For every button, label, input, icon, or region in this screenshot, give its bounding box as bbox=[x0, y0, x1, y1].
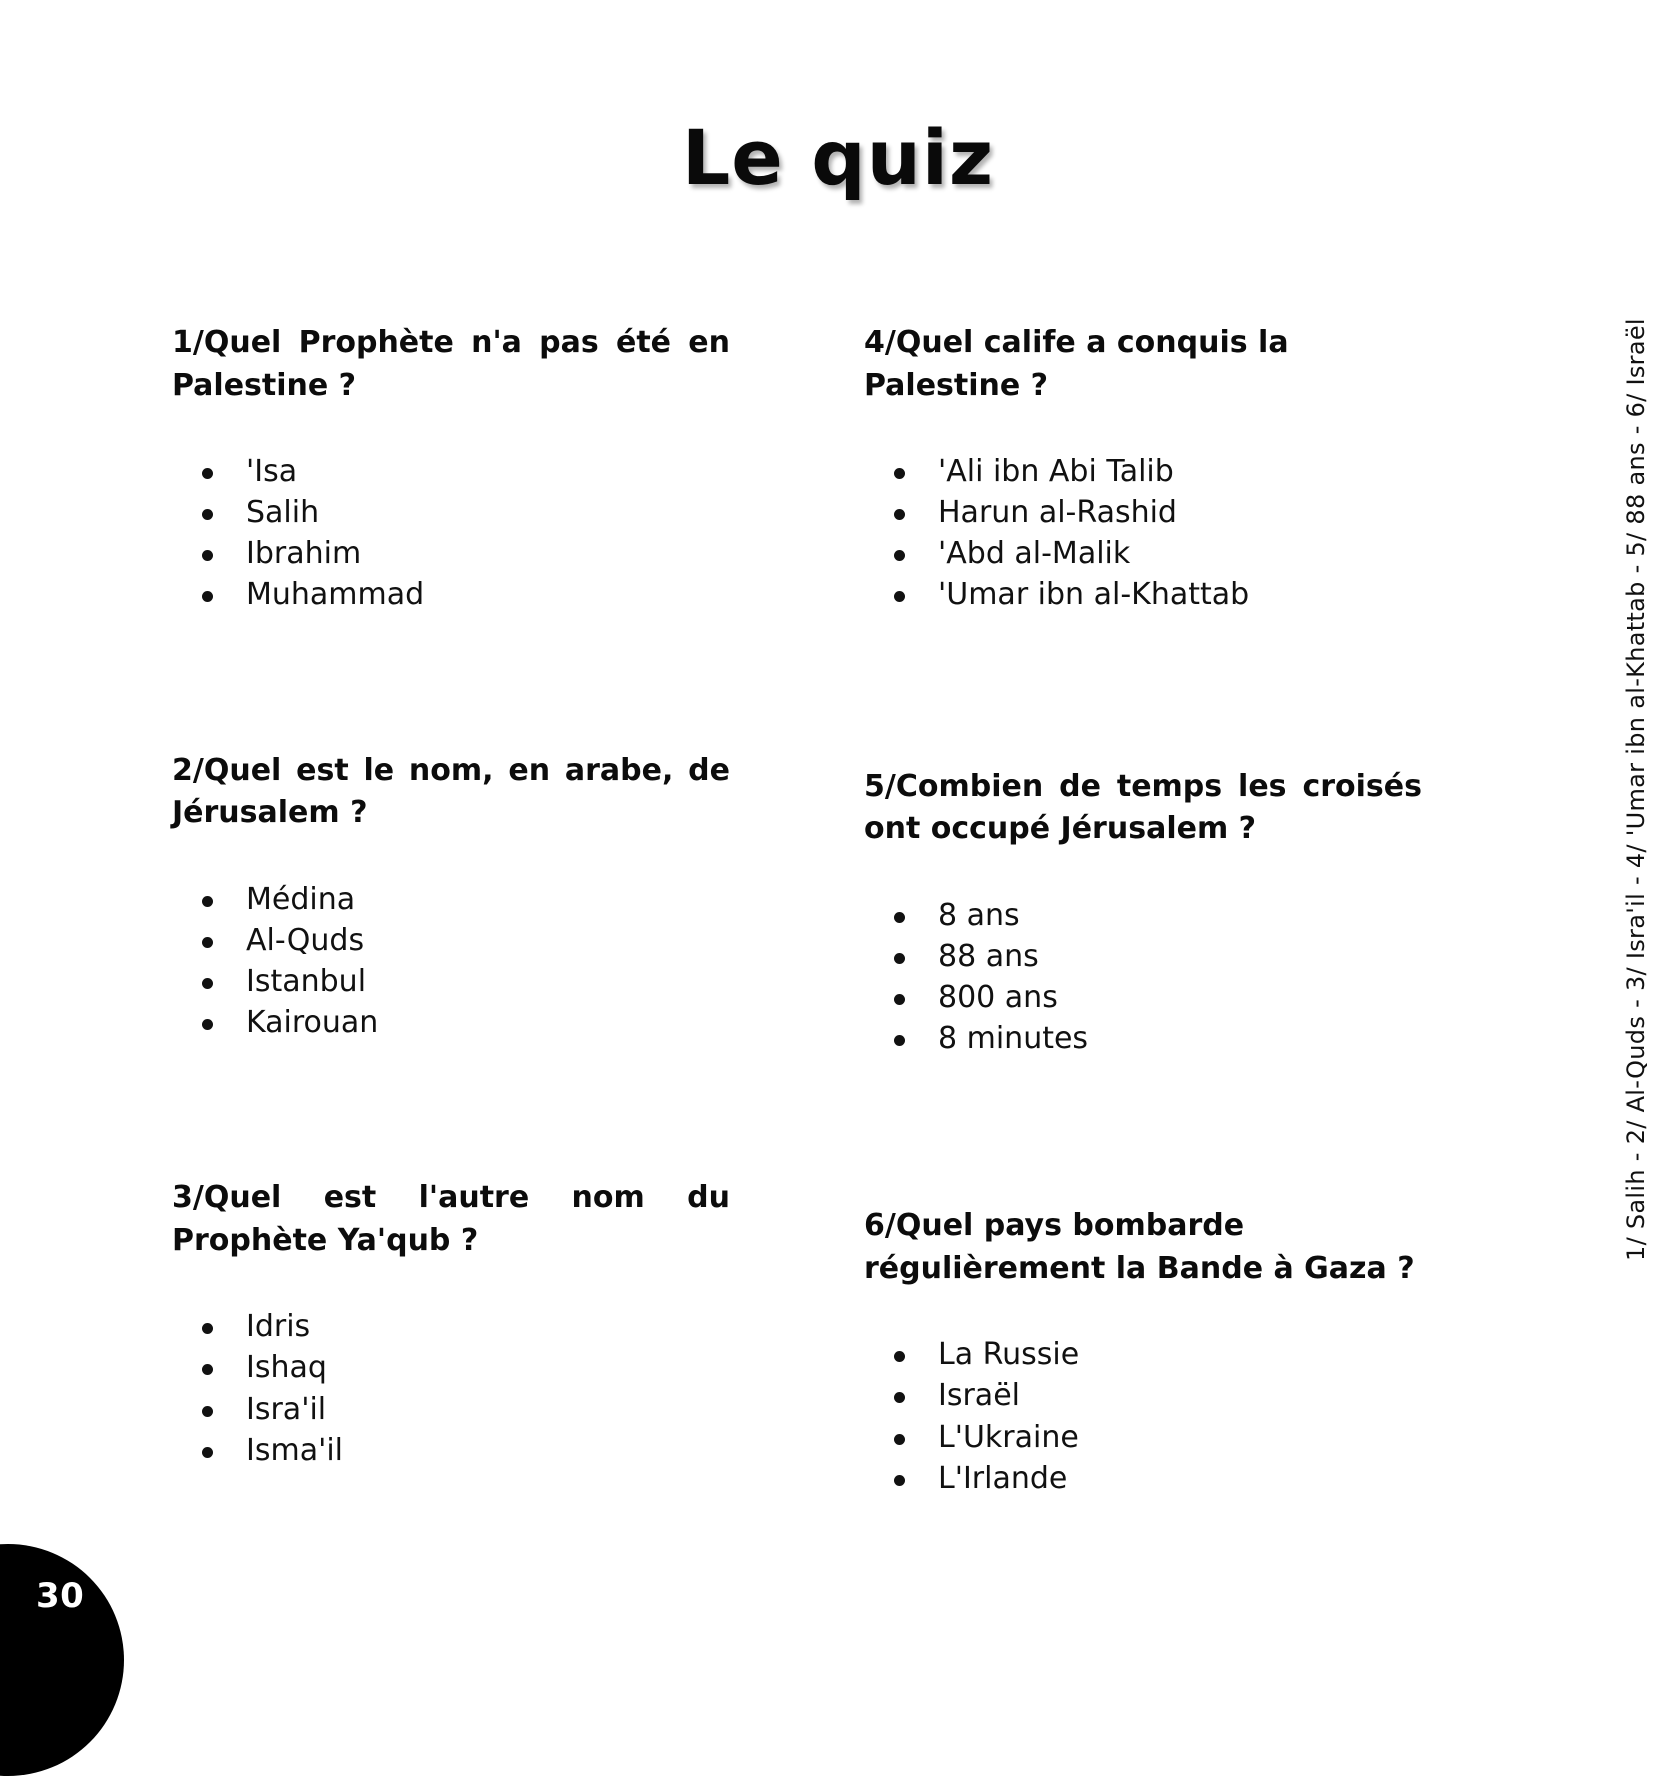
answer-option[interactable]: Ibrahim bbox=[194, 533, 730, 574]
answer-option[interactable]: Médina bbox=[194, 879, 730, 920]
spacer bbox=[864, 865, 1422, 895]
answer-list-2 bbox=[172, 879, 730, 1043]
answer-option[interactable]: 8 ans bbox=[886, 895, 1422, 936]
answer-option[interactable]: 'Ali ibn Abi Talib bbox=[886, 451, 1422, 492]
answer-option[interactable]: L'Irlande bbox=[886, 1458, 1422, 1499]
spacer bbox=[172, 1276, 730, 1306]
question-text-4: 4/Quel calife a conquis la Palestine ? bbox=[864, 325, 1289, 403]
answer-option[interactable]: 'Isa bbox=[194, 451, 730, 492]
question-block-4 bbox=[864, 322, 1422, 616]
answer-option[interactable]: Idris bbox=[194, 1306, 730, 1347]
answer-option[interactable]: Salih bbox=[194, 492, 730, 533]
answer-option[interactable]: 800 ans bbox=[886, 977, 1422, 1018]
answer-option[interactable]: Ishaq bbox=[194, 1347, 730, 1388]
answer-list-1 bbox=[172, 451, 730, 615]
answer-option[interactable]: Istanbul bbox=[194, 961, 730, 1002]
answer-option[interactable]: Al-Quds bbox=[194, 920, 730, 961]
question-text-1: 1/Quel Prophète n'a pas été en Palestine ? bbox=[172, 325, 730, 403]
answer-option[interactable]: 'Umar ibn al-Khattab bbox=[886, 574, 1422, 615]
question-block-2 bbox=[172, 750, 730, 1044]
question-block-5 bbox=[864, 766, 1422, 1060]
spacer bbox=[864, 1304, 1422, 1334]
quiz-columns bbox=[172, 322, 1422, 1557]
answer-option[interactable]: 8 minutes bbox=[886, 1018, 1422, 1059]
answer-list-4 bbox=[864, 451, 1422, 615]
question-text-2: 2/Quel est le nom, en arabe, de Jérusalem ? bbox=[172, 752, 730, 831]
block-spacer bbox=[172, 674, 730, 750]
question-text-3: 3/Quel est l'autre nom du Prophète Ya'qub ? bbox=[172, 1180, 730, 1258]
answer-option[interactable]: Kairouan bbox=[194, 1002, 730, 1043]
question-text-6: 6/Quel pays bombarde régulièrement la Bande à Gaza ? bbox=[864, 1208, 1415, 1286]
quiz-column-right bbox=[864, 322, 1422, 1557]
answer-option[interactable]: Harun al-Rashid bbox=[886, 492, 1422, 533]
answer-option[interactable]: L'Ukraine bbox=[886, 1417, 1422, 1458]
question-block-3 bbox=[172, 1177, 730, 1471]
answer-option[interactable]: Israël bbox=[886, 1375, 1422, 1416]
answer-option[interactable]: 88 ans bbox=[886, 936, 1422, 977]
answer-option[interactable]: Isra'il bbox=[194, 1389, 730, 1430]
answer-list-5 bbox=[864, 895, 1422, 1059]
answer-option[interactable]: La Russie bbox=[886, 1334, 1422, 1375]
answer-key-sidebar: 1/ Salih - 2/ Al-Quds - 3/ Isra'il - 4/ 'Umar ibn al-Khattab - 5/ 88 ans - 6/ Israël bbox=[1622, 318, 1650, 1262]
block-spacer bbox=[864, 1117, 1422, 1205]
answer-option[interactable]: 'Abd al-Malik bbox=[886, 533, 1422, 574]
question-block-1 bbox=[172, 322, 730, 616]
spacer bbox=[864, 421, 1422, 451]
block-spacer bbox=[172, 1101, 730, 1177]
page-number: 30 bbox=[36, 1576, 85, 1616]
spacer bbox=[172, 849, 730, 879]
question-block-6 bbox=[864, 1205, 1422, 1499]
block-spacer bbox=[864, 674, 1422, 766]
answer-option[interactable]: Isma'il bbox=[194, 1430, 730, 1471]
answer-option[interactable]: Muhammad bbox=[194, 574, 730, 615]
spacer bbox=[172, 421, 730, 451]
page-title: Le quiz bbox=[681, 112, 995, 202]
answer-list-3 bbox=[172, 1306, 730, 1470]
question-text-5: 5/Combien de temps les croisés ont occupé Jérusalem ? bbox=[864, 768, 1422, 847]
answer-list-6 bbox=[864, 1334, 1422, 1498]
quiz-column-left bbox=[172, 322, 730, 1557]
